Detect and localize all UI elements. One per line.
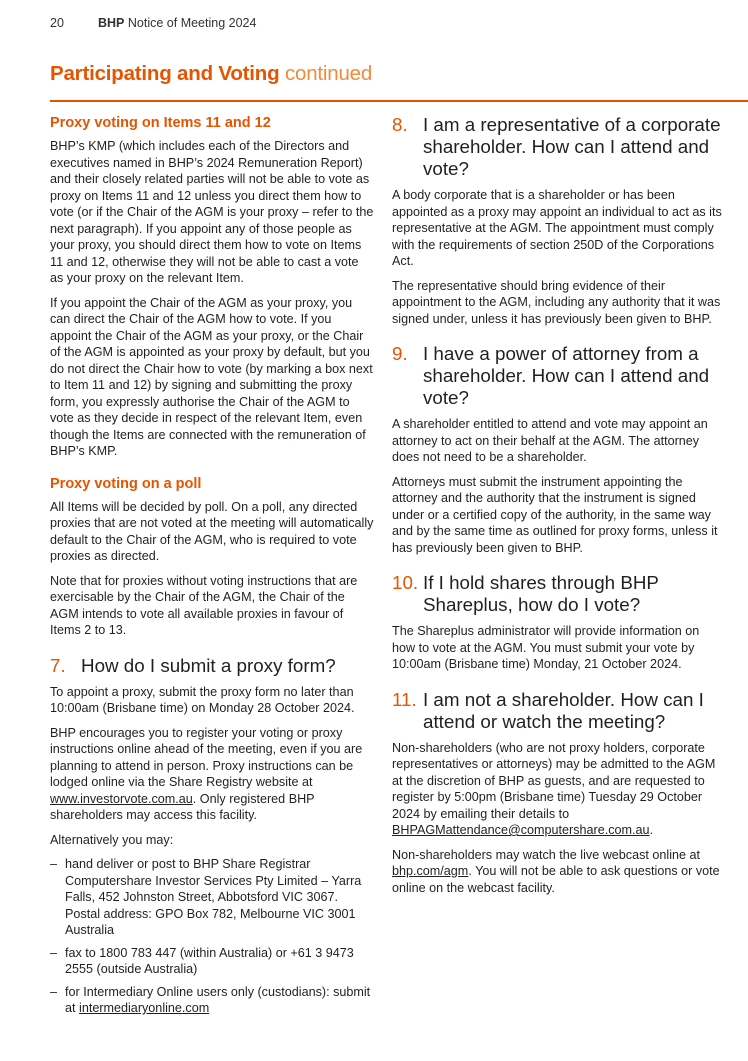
page-title [50,62,372,86]
question-11-paragraph-2-end: . You will not be able to ask questions or vote online on the webcast facility. [392,864,720,895]
list-item [50,856,375,939]
question-7-paragraph-2 [50,725,375,824]
submission-options-list [50,856,375,1017]
question-7-title: How do I submit a proxy form? [81,654,336,676]
question-11-paragraph-1 [392,740,722,839]
question-9-paragraph-2: Attorneys must submit the instrument appointing the attorney and the authority that the instrument is signed under or a certified copy of the authority, in the same way and by the same time as outlined for proxy forms, unless it has previously been given to BHP. [392,474,718,555]
brand-name: BHP [98,16,125,30]
question-9-paragraph-1: A shareholder entitled to attend and vote may appoint an attorney to act on their behalf at the AGM. The attorney does not need to be a shareholder. [392,417,708,464]
question-8-number: 8. [392,114,408,135]
question-11-number: 11. [392,688,417,710]
poll-paragraph-1: All Items will be decided by poll. On a poll, any directed proxies that are not voted at the meeting will automatically default to the Chair of the AGM, who is required to vote proxies as directed. [50,499,374,563]
poll-heading: Proxy voting on a poll [50,475,202,492]
dash-marker: – [50,945,58,960]
question-9-title: I have a power of attorney from a shareholder. How can I attend and vote? [423,343,710,408]
question-7-paragraph-2-text: BHP encourages you to register your voting or proxy instructions online ahead of the meeting, even if you are planning to attend in person. Proxy instructions can be lodged online via the Share Registry website at [50,725,363,789]
list-item-text: hand deliver or post to BHP Share Registrar Computershare Investor Services Pty Limited – Yarra Falls, 452 Johnston Street, Abbotsford VIC 3067. Postal address: GPO Box 782, Melbourne VIC 3001 Australia [65,857,362,937]
question-7-heading [50,655,375,677]
attendance-email-link[interactable]: BHPAGMattendance@computershare.com.au [392,823,650,837]
question-10-heading [392,572,722,616]
right-column [392,114,722,904]
question-10-paragraph-1: The Shareplus administrator will provide information on how to vote at the AGM. You must submit your vote by 10:00am (Brisbane time) Monday, 21 October 2024. [392,624,700,671]
list-item [50,945,375,978]
question-11-paragraph-2-text: Non-shareholders may watch the live webcast online at [392,847,701,862]
investorvote-link[interactable]: www.investorvote.com.au [50,791,193,806]
question-7-paragraph-3: Alternatively you may: [50,832,174,847]
question-9-number: 9. [392,343,408,364]
webcast-link[interactable]: bhp.com/agm [392,864,469,878]
list-item [50,984,375,1017]
question-8-heading [392,114,722,180]
question-9-heading [392,343,722,409]
intermediaryonline-link[interactable]: intermediaryonline.com [79,1001,210,1015]
question-11-paragraph-1-text: Non-shareholders (who are not proxy holders, corporate representatives or attorneys) may be admitted to the AGM at the discretion of BHP as guests, and are requested to register by 5:00pm (Brisbane time) Tuesday 29 October 2024 by emailing their details to [392,740,716,821]
question-8-paragraph-2: The representative should bring evidence of their appointment to the AGM, including any authority that it was signed under, unless it has previously been given to BHP. [392,278,721,326]
proxy-items-heading: Proxy voting on Items 11 and 12 [50,115,271,131]
page-title-main: Participating and Voting [50,62,280,85]
left-column [50,114,375,1025]
question-11-paragraph-1-end: . [649,823,654,837]
question-7-paragraph-1: To appoint a proxy, submit the proxy form no later than 10:00am (Brisbane time) on Monday 28 October 2024. [50,684,355,715]
page-header [50,16,256,30]
page-number: 20 [50,16,64,30]
question-7-paragraph-2-end: . Only registered BHP shareholders may access this facility. [50,791,315,822]
question-7-number: 7. [50,654,66,676]
question-11-heading [392,689,722,733]
title-divider [50,100,748,102]
question-11-paragraph-2 [392,847,722,897]
page-title-continued: continued [284,62,373,85]
list-item-text: fax to 1800 783 447 (within Australia) or +61 3 9473 2555 (outside Australia) [65,945,354,976]
question-8-title: I am a representative of a corporate shareholder. How can I attend and vote? [423,114,721,179]
proxy-items-paragraph-2: If you appoint the Chair of the AGM as your proxy, you can direct the Chair of the AGM how to vote. If you appoint the Chair of the AGM as your proxy, or the Chair of the AGM is appointed as your proxy by default, but you do not direct the Chair how to vote (by marking a box next to Item 11 and 12) by signing and submitting the proxy form, you expressly authorise the Chair of the AGM to vote as they decide in respect of the relevant Item, even though the Items are connected with the remuneration of BHP’s KMP. [50,295,373,458]
list-item-text: for Intermediary Online users only (custodians): submit at [65,984,371,1015]
question-10-number: 10. [392,572,419,593]
proxy-items-paragraph-1: BHP’s KMP (which includes each of the Directors and executives named in BHP’s 2024 Remuneration Report) and their closely related parties will not be able to vote as proxy on Items 11 and 12 unless you direct them how to vote (or if the Chair of the AGM is your proxy – refer to the next paragraph). If you appoint any of those people as your proxy, you should direct them how to vote on Items 11 and 12, otherwise they will not be able to cast a vote as your proxy on the relevant Item. [50,139,374,285]
dash-marker: – [50,857,58,871]
document-title: Notice of Meeting 2024 [127,16,257,30]
question-10-title: If I hold shares through BHP Shareplus, how do I vote? [423,572,659,615]
question-8-paragraph-1: A body corporate that is a shareholder or has been appointed as a proxy may appoint an individual to act as its representative at the AGM. The appointment must comply with the requirements of section 250D of the Corporations Act. [392,188,722,268]
poll-paragraph-2: Note that for proxies without voting instructions that are exercisable by the Chair of the AGM, the Chair of the AGM intends to vote all available proxies in favour of Items 2 to 13. [50,573,358,637]
dash-marker: – [50,984,58,999]
question-11-title: I am not a shareholder. How can I attend or watch the meeting? [423,688,704,732]
